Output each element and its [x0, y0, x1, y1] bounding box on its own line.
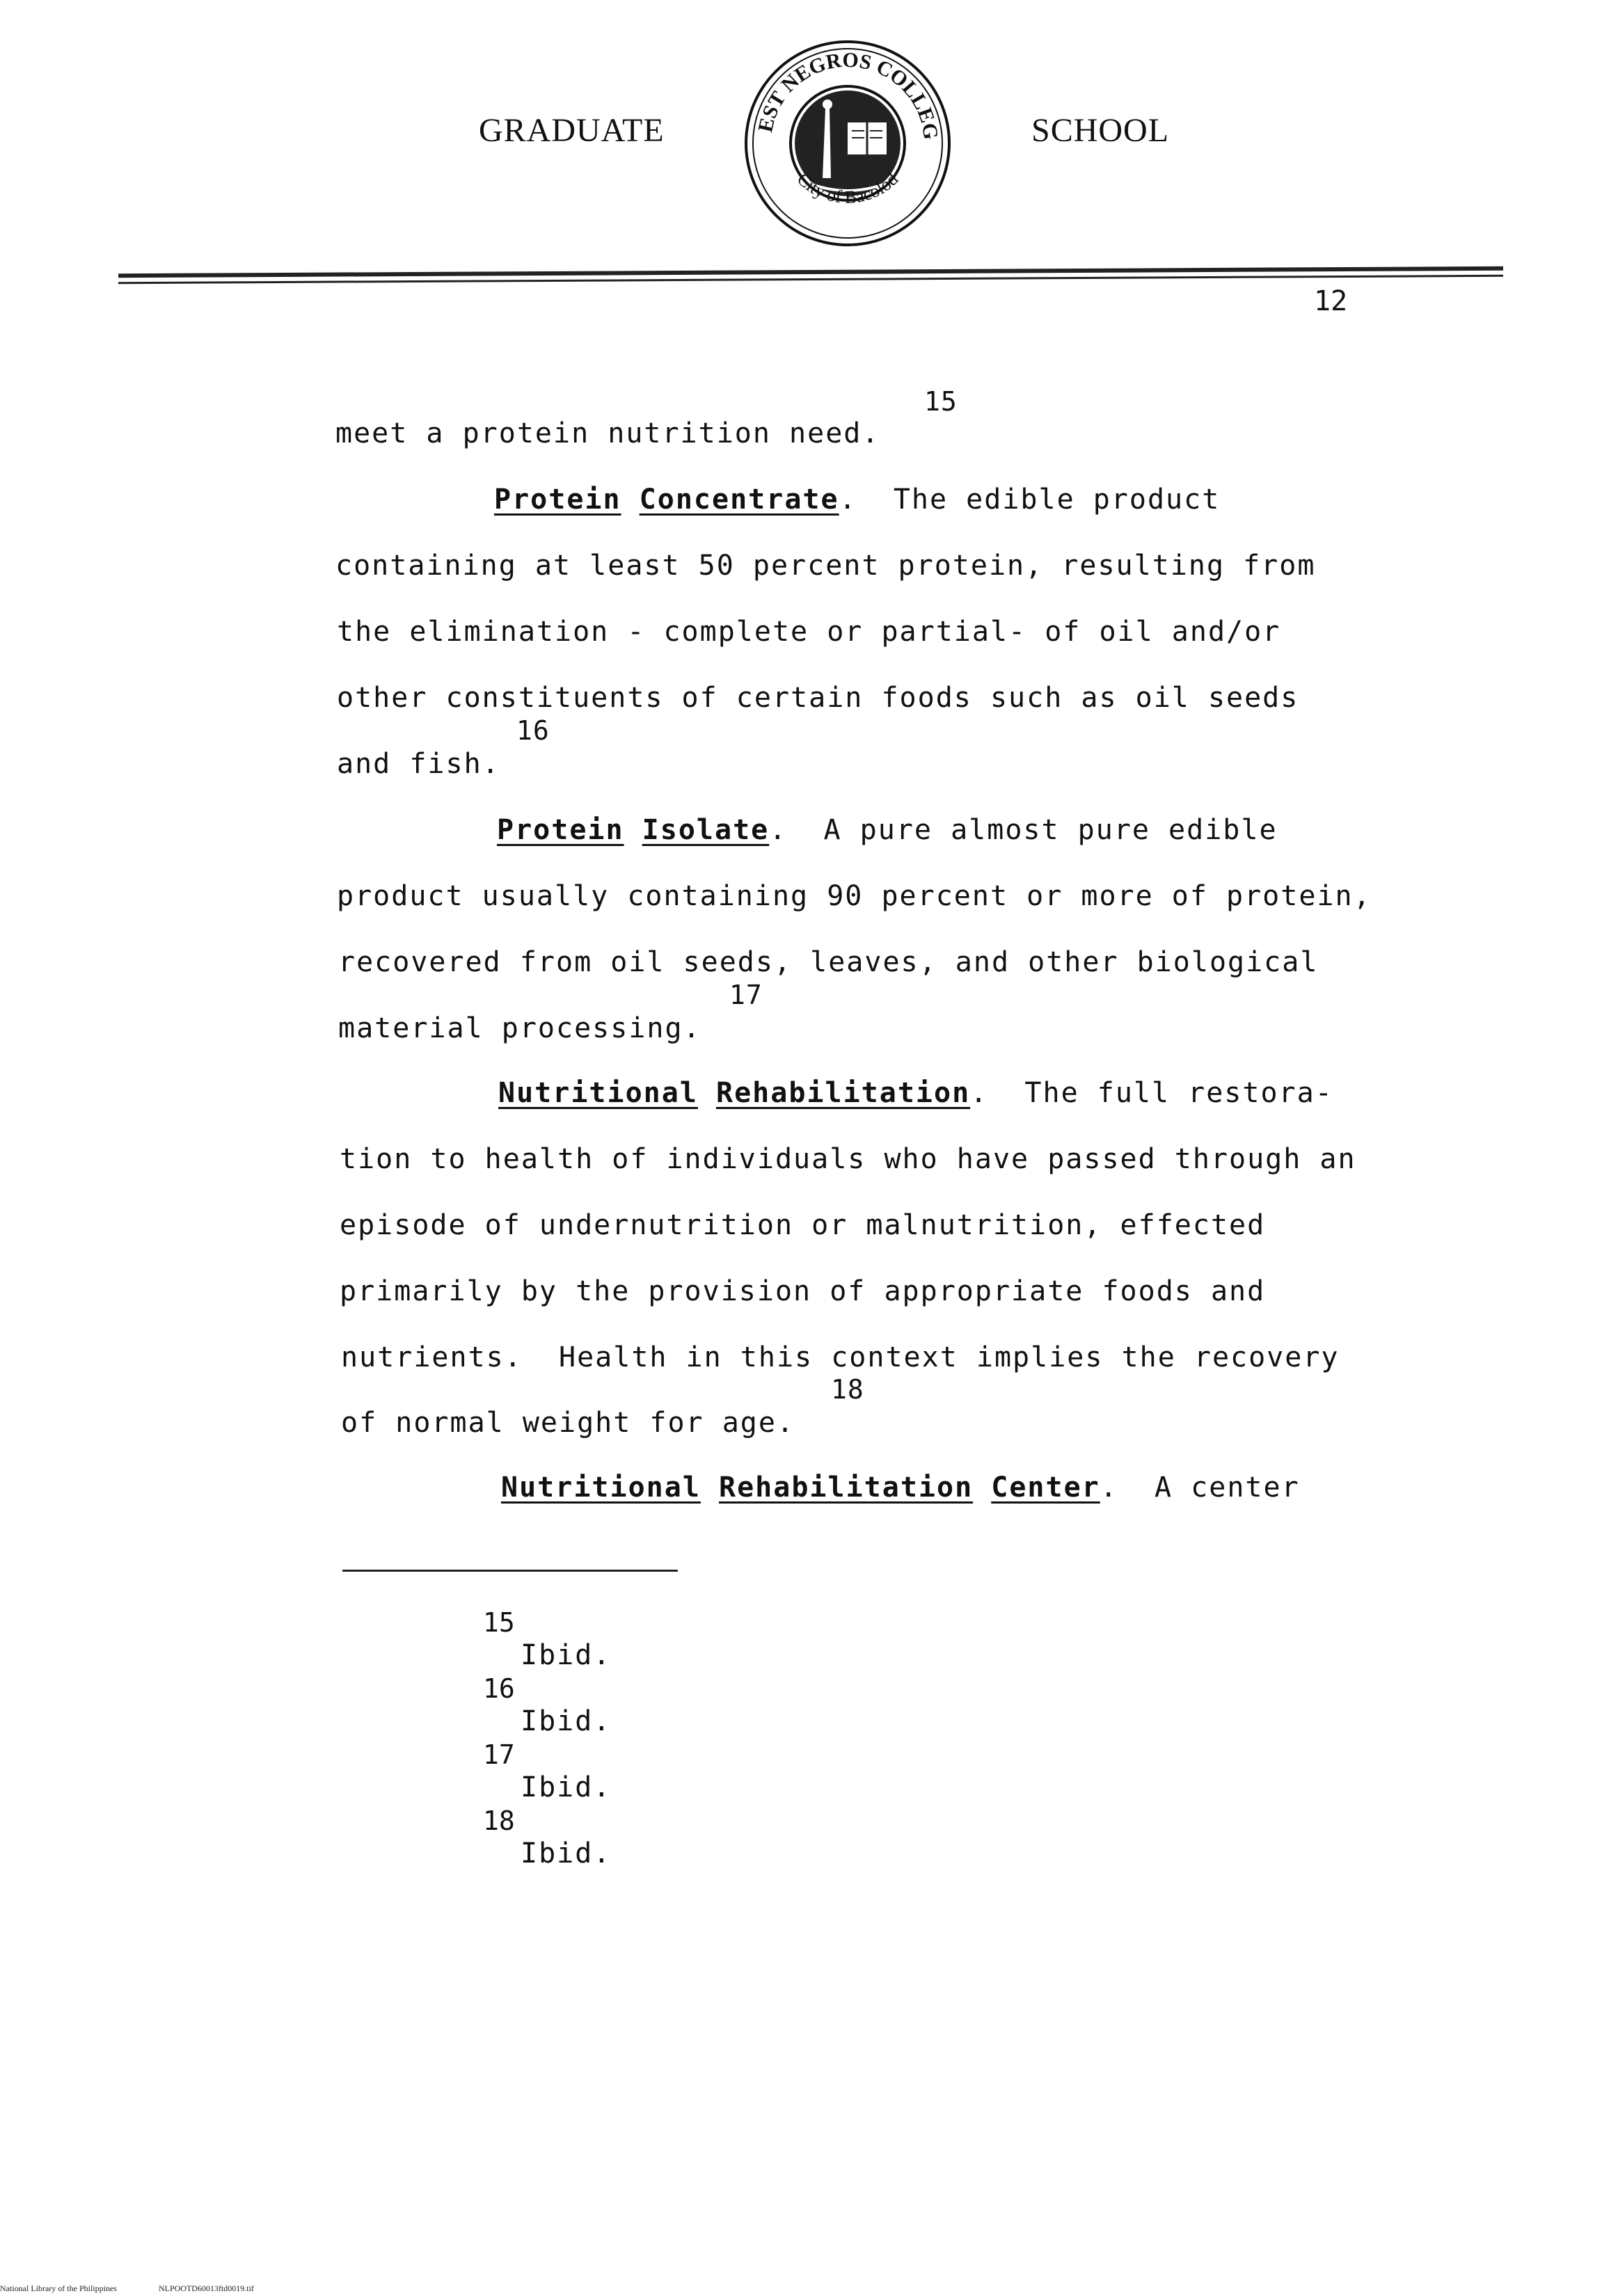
body-line: other constituents of certain foods such as oil seeds [337, 682, 1299, 714]
body-line: tion to health of individuals who have passed through an [340, 1143, 1356, 1175]
footnote-ref-17: 17 [729, 980, 763, 1010]
footnote-number: 15 [483, 1607, 515, 1638]
term-word: Rehabilitation [719, 1472, 974, 1504]
definition-heading-protein-concentrate [494, 484, 1220, 516]
term-word: Center [991, 1472, 1100, 1504]
body-line: episode of undernutrition or malnutrition, effected [340, 1209, 1266, 1241]
footnote-text: Ibid. [521, 1705, 612, 1737]
body-text: . A pure almost pure edible [769, 814, 1278, 846]
definition-heading-nutritional-rehabilitation-center [501, 1472, 1300, 1504]
body-line: the elimination - complete or partial- of oil and/or [337, 616, 1281, 648]
footnote-number: 16 [483, 1673, 515, 1704]
body-line: primarily by the provision of appropriate foods and [340, 1275, 1266, 1307]
definition-heading-nutritional-rehabilitation [498, 1077, 1333, 1109]
term-word: Isolate [642, 814, 770, 846]
body-line: and fish. [337, 748, 500, 780]
footnote-text: Ibid. [521, 1771, 612, 1803]
body-text: . The edible product [839, 484, 1221, 516]
footer-library: National Library of the Philippines [0, 2283, 117, 2293]
body-line: nutrients. Health in this context implies the recovery [341, 1341, 1340, 1373]
footer-filename: NLPOOTD60013ftd0019.tif [158, 2283, 254, 2293]
footnote-number: 18 [483, 1805, 515, 1836]
page-number: 12 [1314, 285, 1348, 317]
footnote-ref-18: 18 [831, 1374, 864, 1405]
footnote-ref-15: 15 [924, 386, 958, 417]
scan-footer [0, 2283, 254, 2294]
footnote-number: 17 [483, 1739, 515, 1770]
body-line: containing at least 50 percent protein, resulting from [335, 550, 1316, 582]
college-seal-logo [743, 39, 952, 248]
term-word: Protein [494, 484, 621, 516]
footnote-ref-16: 16 [516, 715, 550, 746]
seal-bottom-text: City of Bacolod [793, 168, 903, 208]
definition-heading-protein-isolate [497, 814, 1278, 846]
term-word: Nutritional [501, 1472, 701, 1504]
header-right-text: SCHOOL [1031, 112, 1170, 149]
header-left-text: GRADUATE [479, 112, 665, 149]
footnote-separator [342, 1570, 678, 1572]
body-text: . A center [1100, 1472, 1300, 1504]
body-line: of normal weight for age. [341, 1407, 795, 1439]
term-word: Protein [497, 814, 624, 846]
term-word: Nutritional [498, 1077, 698, 1109]
body-text: . The full restora- [970, 1077, 1333, 1109]
body-line: recovered from oil seeds, leaves, and other biological [338, 946, 1319, 978]
seal-top-text: EST NEGROS COLLEG [754, 48, 943, 141]
term-word: Rehabilitation [716, 1077, 971, 1109]
body-line: meet a protein nutrition need. [335, 417, 880, 449]
term-word: Concentrate [639, 484, 839, 516]
footnote-text: Ibid. [521, 1837, 612, 1870]
body-line: material processing. [338, 1012, 701, 1044]
footnote-text: Ibid. [521, 1639, 612, 1671]
body-line: product usually containing 90 percent or more of protein, [337, 880, 1372, 912]
